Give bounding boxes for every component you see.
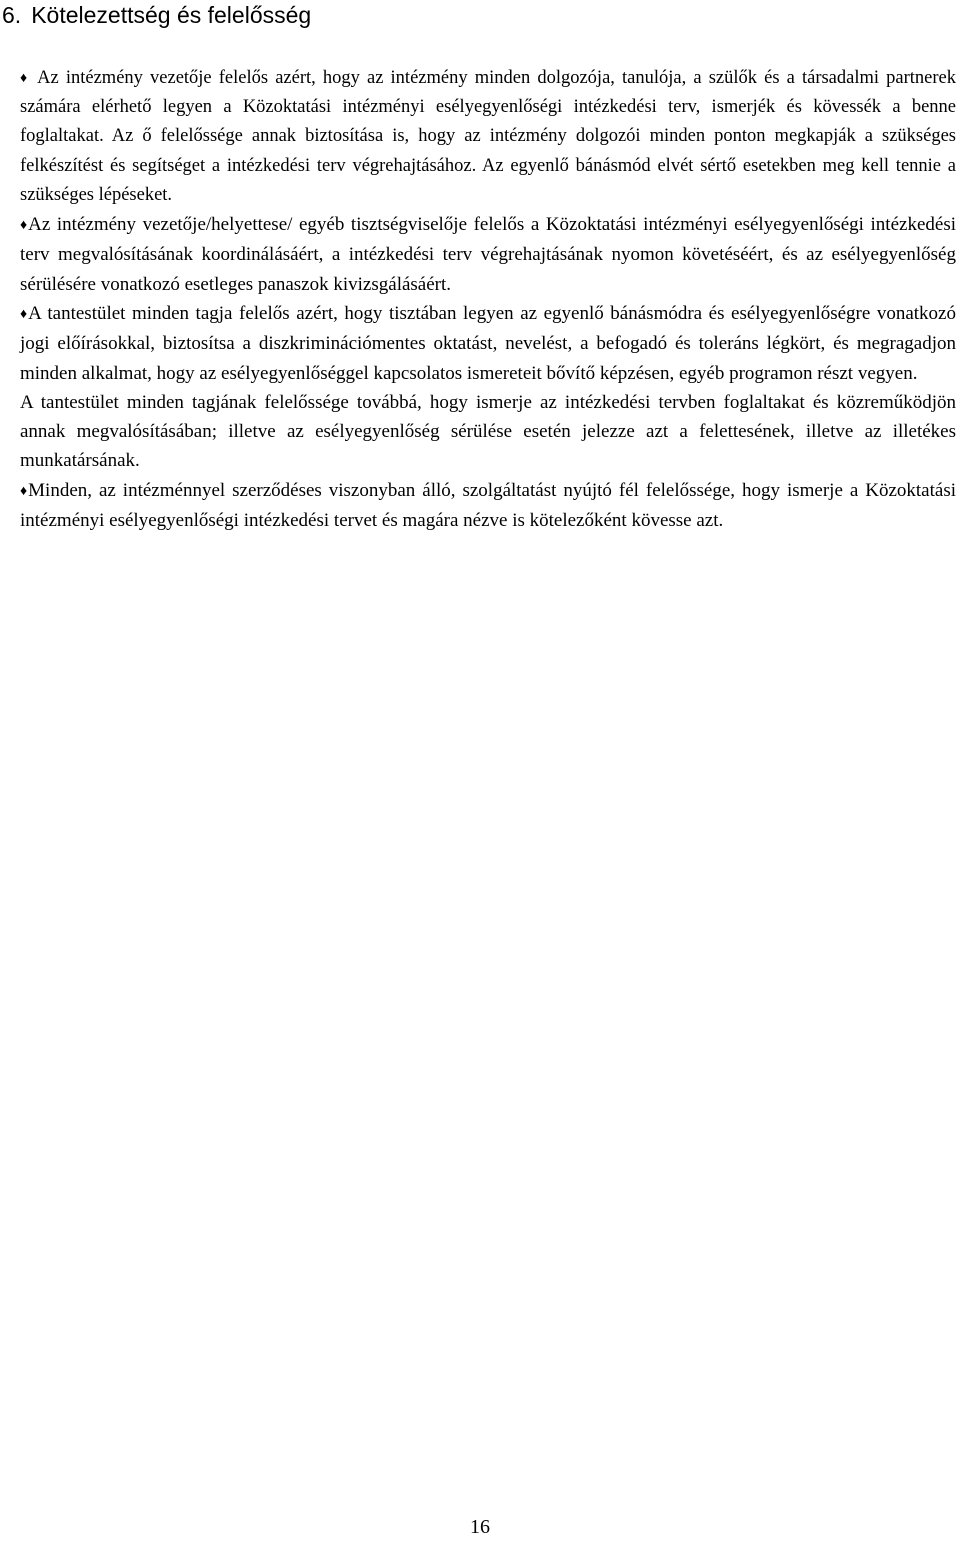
paragraph-1 (20, 64, 956, 210)
paragraph-text: Minden, az intézménnyel szerződéses viszonyban álló, szolgáltatást nyújtó fél felelőssége, hogy ismerje a Közoktatási intézményi esélyegyenlőségi intézkedési tervet és magára nézve is kötelezőként kövesse azt. (20, 479, 956, 531)
paragraph-5 (20, 476, 956, 536)
diamond-bullet-icon: ♦ (20, 218, 28, 234)
section-number: 6. (2, 2, 22, 28)
paragraph-2 (20, 210, 956, 299)
paragraph-4 (20, 388, 956, 476)
paragraph-3 (20, 299, 956, 388)
section-heading (2, 0, 311, 30)
diamond-bullet-icon: ♦ (20, 306, 28, 322)
diamond-bullet-icon: ♦ (20, 483, 28, 499)
section-title: Kötelezettség és felelősség (31, 2, 312, 28)
paragraph-text: Az intézmény vezetője/helyettese/ egyéb tisztségviselője felelős a Közoktatási intézményi esélyegyenlőségi intézkedési terv megvalósításának koordinálásáért, a intézkedési terv végrehajtásának nyomon követéséért, és az esélyegyenlőség sérülésére vonatkozó esetleges panaszok kivizsgálásáért. (20, 214, 956, 295)
paragraph-text: A tantestület minden tagja felelős azért, hogy tisztában legyen az egyenlő bánásmódra és esélyegyenlőségre vonatkozó jogi előírásokkal, biztosítsa a diszkriminációmentes oktatást, nevelést, a befogadó és toleráns légkört, és megragadjon minden alkalmat, hogy az esélyegyenlőséggel kapcsolatos ismereteit bővítő képzésen, egyéb programon részt vegyen. (20, 302, 956, 384)
document-body (20, 64, 956, 535)
page-number: 16 (470, 1516, 490, 1538)
paragraph-text: A tantestület minden tagjának felelőssége továbbá, hogy ismerje az intézkedési tervben foglaltakat és közreműködjön annak megvalósításában; illetve az esélyegyenlőség sérülése esetén jelezze azt a felettesének, illetve az illetékes munkatársának. (20, 391, 956, 472)
diamond-bullet-icon: ♦ (20, 71, 28, 86)
paragraph-text: Az intézmény vezetője felelős azért, hogy az intézmény minden dolgozója, tanulója, a szülők és a társadalmi partnerek számára elérhető legyen a Közoktatási intézményi esélyegyenlőségi intézkedési terv, ismerjék és kövessék a benne foglaltakat. Az ő felelőssége annak biztosítása is, hogy az intézmény dolgozói minden ponton megkapják a szükséges felkészítést és segítséget a intézkedési terv végrehajtásához. Az egyenlő bánásmód elvét sértő esetekben meg kell tennie a szükséges lépéseket. (20, 68, 956, 205)
